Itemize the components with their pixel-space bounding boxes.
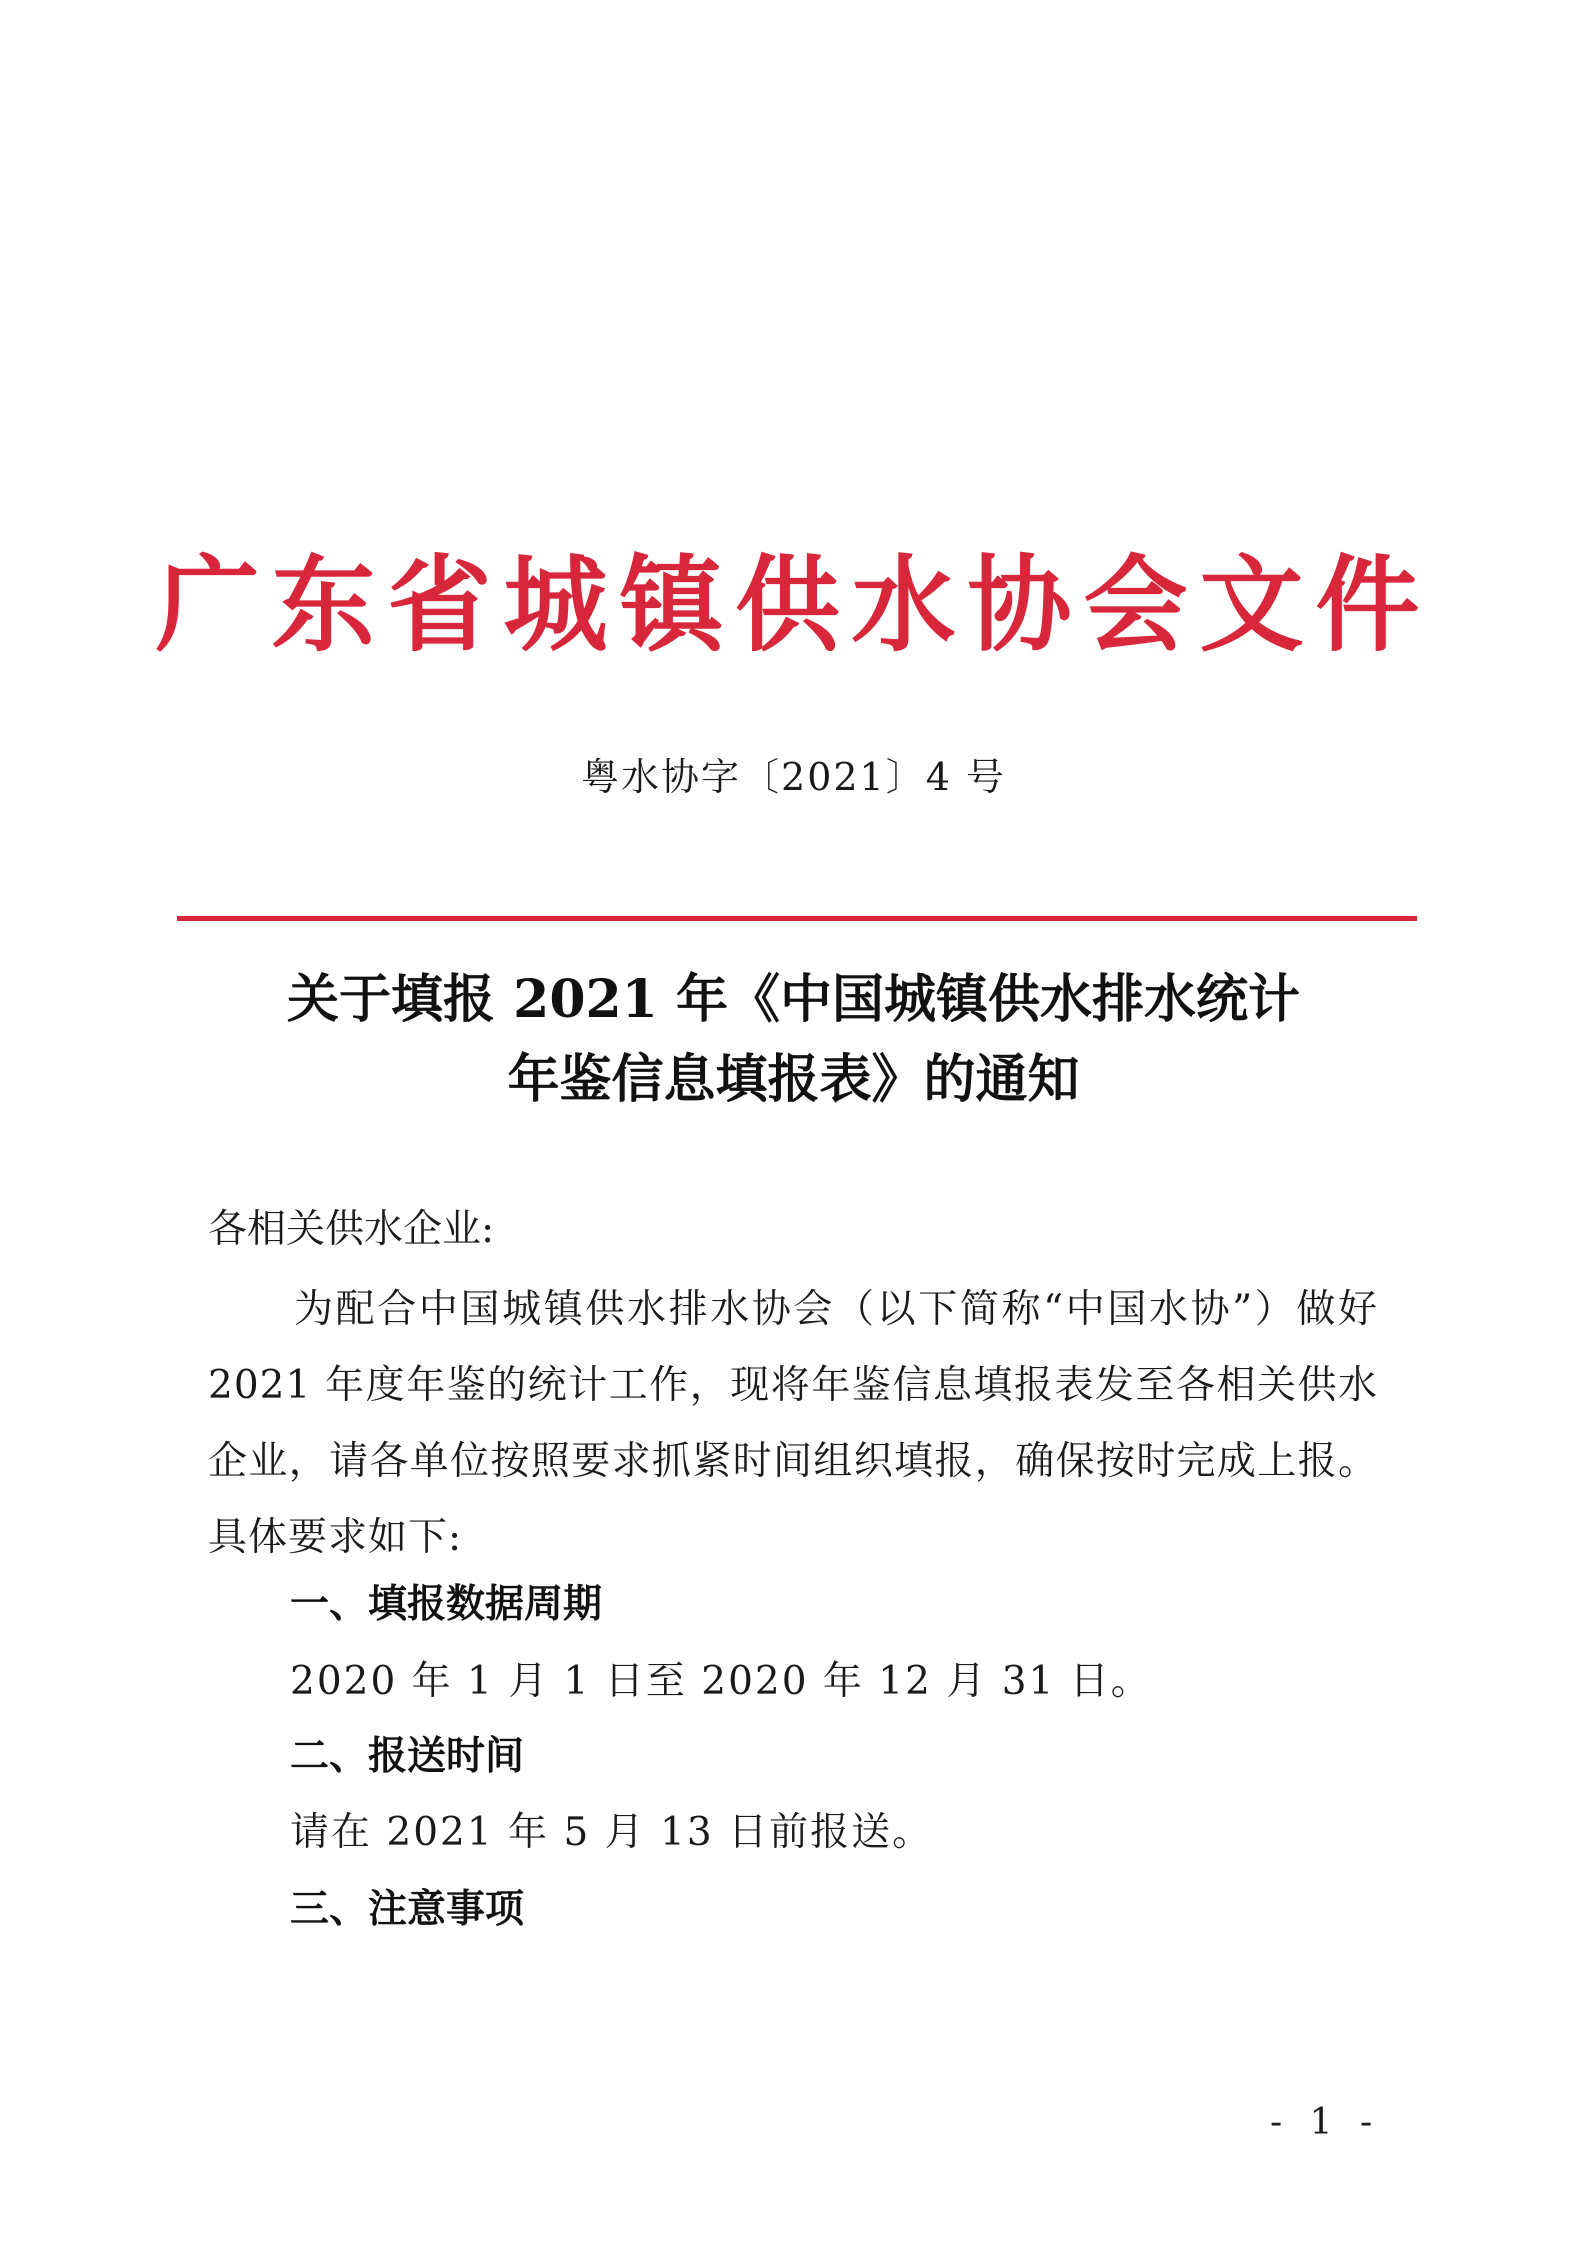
page-number: - 1 - [1270,2102,1381,2143]
notice-title-line-1: 关于填报 2021 年《中国城镇供水排水统计 [287,969,1300,1030]
notice-title [0,960,1587,1120]
notice-title-line-2: 年鉴信息填报表》的通知 [507,1049,1080,1110]
intro-paragraph: 为配合中国城镇供水排水协会（以下简称“中国水协”）做好 2021 年度年鉴的统计工作，现将年鉴信息填报表发至各相关供水企业，请各单位按照要求抓紧时间组织填报，确保按时完成上报。具体要求如下: [208,1287,1378,1560]
salutation: 各相关供水企业: [208,1207,495,1252]
section-content-deadline: 请在 2021 年 5 月 13 日前报送。 [290,1810,934,1855]
section-content-period: 2020 年 1 月 1 日至 2020 年 12 月 31 日。 [290,1659,1152,1704]
section-heading-period: 一、填报数据周期 [290,1582,603,1627]
section-heading-notes: 三、注意事项 [290,1887,525,1932]
red-divider [177,916,1417,921]
document-number: 粤水协字〔2021〕4 号 [581,755,1006,799]
issuer-title: 广东省城镇供水协会文件 [155,543,1432,666]
section-heading-deadline: 二、报送时间 [290,1734,525,1779]
